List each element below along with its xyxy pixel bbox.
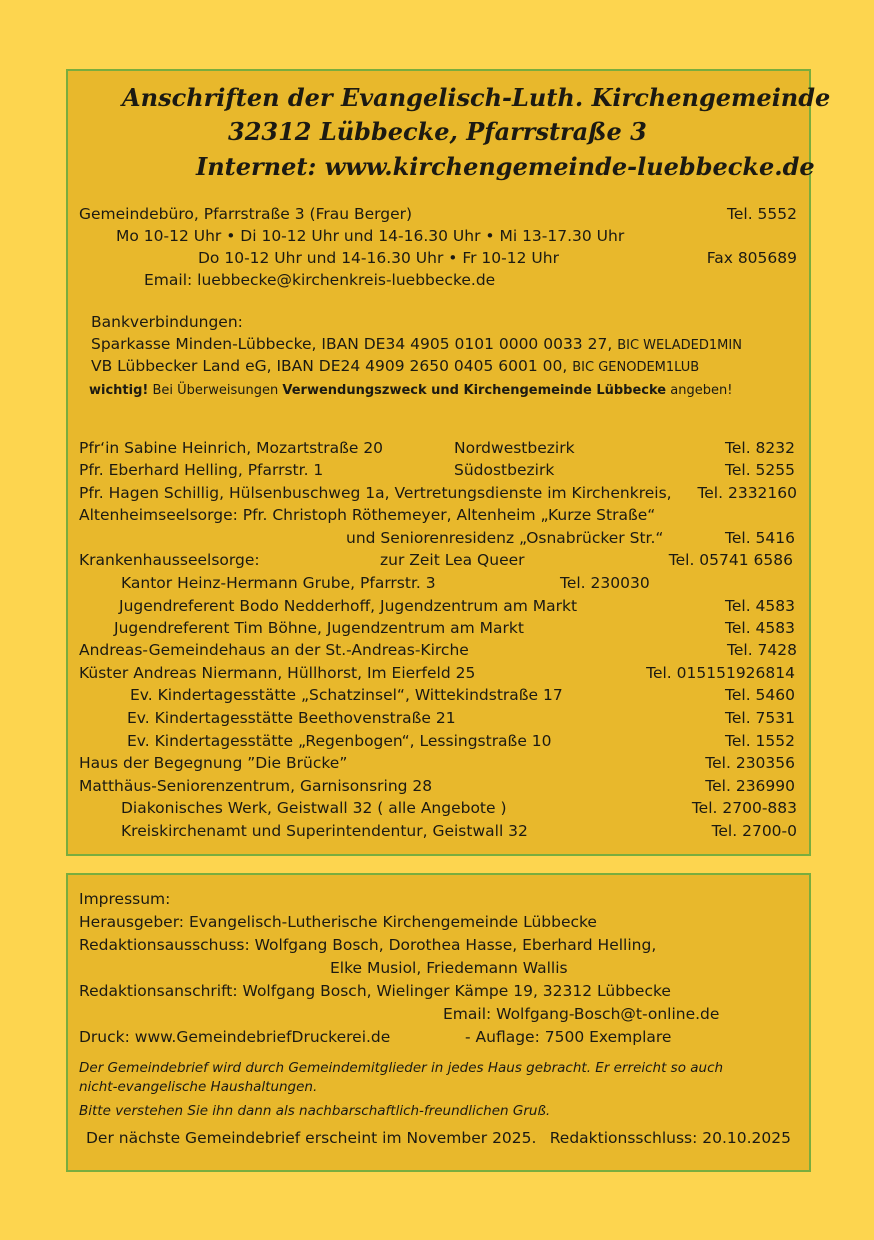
bank-2-bic: BIC GENODEM1LUB [572, 360, 700, 375]
contact-row-tel: Tel. 4583 [725, 597, 795, 615]
header-address: 32312 Lübbecke, Pfarrstraße 3 [228, 117, 647, 146]
bank-1-bic: BIC WELADED1MIN [617, 338, 742, 353]
impressum-edition: - Auflage: 7500 Exemplare [465, 1028, 672, 1046]
contact-row-left: Kreiskirchenamt und Superintendentur, Geistwall 32 [121, 822, 528, 840]
office-email: Email: luebbecke@kirchenkreis-luebbecke.de [144, 271, 496, 289]
contact-row-left: und Seniorenresidenz „Osnabrücker Str.“ [346, 529, 664, 547]
office-name: Gemeindebüro, Pfarrstraße 3 (Frau Berger) [79, 205, 413, 223]
impressum-committee-cont: Elke Musiol, Friedemann Wallis [330, 959, 568, 977]
contact-row-tel: Tel. 015151926814 [646, 664, 795, 682]
bank-line-2 [91, 356, 699, 378]
impressum-note-1: Der Gemeindebrief wird durch Gemeindemitglieder in jedes Haus gebracht. Er erreicht so auch [79, 1060, 724, 1076]
contact-row-left: Jugendreferent Bodo Nedderhoff, Jugendzentrum am Markt [119, 597, 578, 615]
impressum-email: Email: Wolfgang-Bosch@t-online.de [443, 1005, 720, 1023]
contact-row-tel: Tel. 2332160 [697, 484, 797, 502]
contact-row-tel: Tel. 05741 6586 [668, 551, 793, 569]
contact-row-tel: Tel. 1552 [725, 732, 795, 750]
header-title: Anschriften der Evangelisch-Luth. Kirchengemeinde [122, 83, 831, 112]
contact-row-left: Kantor Heinz-Hermann Grube, Pfarrstr. 3 [121, 574, 436, 592]
deadline: Redaktionsschluss: 20.10.2025 [549, 1129, 791, 1147]
contact-row-left: Matthäus-Seniorenzentrum, Garnisonsring 28 [79, 777, 433, 795]
impressum-note-3: Bitte verstehen Sie ihn dann als nachbarschaftlich-freundlichen Gruß. [79, 1103, 551, 1119]
contact-row-left: Ev. Kindertagesstätte „Regenbogen“, Lessingstraße 10 [127, 732, 552, 750]
contact-row-tel: Tel. 236990 [705, 777, 795, 795]
contact-row-left: Pfr‘in Sabine Heinrich, Mozartstraße 20 [79, 439, 384, 457]
impressum-note-2: nicht-evangelische Haushaltungen. [79, 1079, 318, 1095]
contact-row-tel: Tel. 2700-883 [691, 799, 797, 817]
bank-2-iban: VB Lübbecker Land eG, IBAN DE24 4909 2650 0405 6001 00, [91, 357, 573, 375]
office-hours-1: Mo 10-12 Uhr • Di 10-12 Uhr und 14-16.30 Uhr • Mi 13-17.30 Uhr [116, 227, 625, 245]
header-website: Internet: www.kirchengemeinde-luebbecke.de [196, 152, 815, 181]
contact-row-left: Pfr. Eberhard Helling, Pfarrstr. 1 [79, 461, 324, 479]
contact-row-left: Pfr. Hagen Schillig, Hülsenbuschweg 1a, Vertretungsdienste im Kirchenkreis, [79, 484, 672, 502]
contact-row-left: Jugendreferent Tim Böhne, Jugendzentrum am Markt [114, 619, 524, 637]
impressum-panel [66, 873, 811, 1172]
contact-row-left: Ev. Kindertagesstätte Beethovenstraße 21 [127, 709, 456, 727]
bank-line-1 [91, 334, 742, 356]
contact-row-tel: Tel. 7531 [725, 709, 795, 727]
contact-row-mid: Tel. 230030 [560, 574, 650, 592]
contact-row-mid: Südostbezirk [454, 461, 555, 479]
impressum-committee: Redaktionsausschuss: Wolfgang Bosch, Dorothea Hasse, Eberhard Helling, [79, 936, 657, 954]
office-fax: Fax 805689 [706, 249, 797, 267]
bank-note [89, 381, 732, 401]
contact-row-mid: Nordwestbezirk [454, 439, 575, 457]
contact-row-left: Andreas-Gemeindehaus an der St.-Andreas-Kirche [79, 641, 469, 659]
contact-row-left: Diakonisches Werk, Geistwall 32 ( alle Angebote ) [121, 799, 507, 817]
contact-row-tel: Tel. 5460 [725, 686, 795, 704]
contact-row-left: Ev. Kindertagesstätte „Schatzinsel“, Wittekindstraße 17 [130, 686, 563, 704]
note-purpose: Verwendungszweck und Kirchengemeinde Lübbecke [282, 383, 667, 398]
note-end: angeben! [666, 383, 733, 398]
bank-heading: Bankverbindungen: [91, 313, 243, 331]
contact-row-left: Haus der Begegnung ”Die Brücke” [79, 754, 348, 772]
impressum-publisher: Herausgeber: Evangelisch-Lutherische Kirchengemeinde Lübbecke [79, 913, 597, 931]
contact-row-tel: Tel. 4583 [725, 619, 795, 637]
addresses-panel [66, 69, 831, 856]
note-text: Bei Überweisungen [148, 383, 283, 398]
contact-row-tel: Tel. 8232 [725, 439, 795, 457]
impressum-print: Druck: www.GemeindebriefDruckerei.de [79, 1028, 391, 1046]
contact-row-tel: Tel. 7428 [727, 641, 797, 659]
contact-row-left: Küster Andreas Niermann, Hüllhorst, Im Eierfeld 25 [79, 664, 476, 682]
contact-row-left: Krankenhausseelsorge: [79, 551, 260, 569]
contact-row-tel: Tel. 5416 [725, 529, 795, 547]
contact-row-tel: Tel. 230356 [705, 754, 795, 772]
impressum-address: Redaktionsanschrift: Wolfgang Bosch, Wielinger Kämpe 19, 32312 Lübbecke [79, 982, 671, 1000]
contact-row-tel: Tel. 5255 [725, 461, 795, 479]
contact-row-left: Altenheimseelsorge: Pfr. Christoph Röthemeyer, Altenheim „Kurze Straße“ [79, 506, 656, 524]
impressum-title: Impressum: [79, 890, 171, 908]
office-tel: Tel. 5552 [727, 205, 797, 223]
bank-1-iban: Sparkasse Minden-Lübbecke, IBAN DE34 4905 0101 0000 0033 27, [91, 335, 618, 353]
contact-row-mid: zur Zeit Lea Queer [380, 551, 525, 569]
office-hours-2: Do 10-12 Uhr und 14-16.30 Uhr • Fr 10-12 Uhr [198, 249, 559, 267]
contact-row-tel: Tel. 2700-0 [711, 822, 797, 840]
next-issue: Der nächste Gemeindebrief erscheint im November 2025. [86, 1129, 537, 1147]
note-important: wichtig! [89, 383, 149, 398]
